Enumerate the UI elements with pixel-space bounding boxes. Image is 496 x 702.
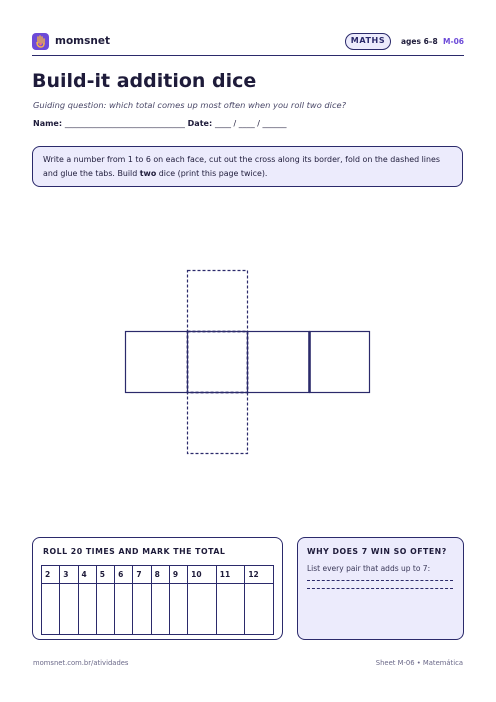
tally-cell[interactable] — [151, 584, 169, 635]
tally-header-row — [42, 566, 274, 584]
tally-table — [41, 565, 274, 635]
tally-cell[interactable] — [115, 584, 133, 635]
tally-cell[interactable] — [188, 584, 217, 635]
net-face-far-right — [310, 332, 370, 393]
total-cell: 4 — [78, 566, 96, 584]
date-blank: ____ / ____ / ______ — [214, 119, 287, 128]
why-seven-box — [297, 537, 464, 640]
net-face-left — [126, 332, 188, 393]
total-cell: 7 — [133, 566, 151, 584]
age-range: ages 6–8 — [401, 37, 438, 46]
total-cell: 12 — [245, 566, 274, 584]
sheet-code: M-06 — [443, 37, 465, 46]
total-cell: 10 — [188, 566, 217, 584]
net-face-top — [188, 271, 248, 332]
roll-tally-box — [32, 537, 283, 640]
footer-url: momsnet.com.br/atividades — [33, 659, 129, 667]
total-cell: 2 — [42, 566, 60, 584]
instructions-emphasis: two — [139, 169, 157, 178]
total-cell: 3 — [60, 566, 78, 584]
instructions-text: Write a number from 1 to 6 on each face, cut out the cross along its border, fold on the dashed lines and glue the tabs. Build — [43, 155, 440, 178]
total-cell: 9 — [169, 566, 187, 584]
tally-cell[interactable] — [42, 584, 60, 635]
name-blank: ______________________________ — [64, 119, 185, 128]
why-seven-prompt: List every pair that adds up to 7: — [307, 564, 431, 573]
tally-cell[interactable] — [245, 584, 274, 635]
total-cell: 5 — [96, 566, 114, 584]
answer-line[interactable] — [307, 580, 453, 581]
roll-tally-title: ROLL 20 TIMES AND MARK THE TOTAL — [43, 547, 226, 556]
subject-badge: MATHS — [345, 33, 391, 50]
total-cell: 8 — [151, 566, 169, 584]
guiding-question: Guiding question: which total comes up most often when you roll two dice? — [33, 100, 347, 110]
total-cell: 11 — [216, 566, 245, 584]
tally-cell[interactable] — [96, 584, 114, 635]
footer-sheet-label: Sheet M-06 • Matemática — [375, 659, 463, 667]
why-seven-title: WHY DOES 7 WIN SO OFTEN? — [307, 547, 447, 556]
answer-line[interactable] — [307, 588, 453, 589]
net-face-bottom — [188, 393, 248, 454]
tally-cell[interactable] — [78, 584, 96, 635]
net-face-right — [248, 332, 310, 393]
tally-cell[interactable] — [216, 584, 245, 635]
tally-cell[interactable] — [169, 584, 187, 635]
tally-mark-row — [42, 584, 274, 635]
page-title: Build-it addition dice — [32, 70, 257, 92]
tally-cell[interactable] — [60, 584, 78, 635]
date-label: Date: — [187, 119, 213, 128]
tally-cell[interactable] — [133, 584, 151, 635]
total-cell: 6 — [115, 566, 133, 584]
net-face-center — [188, 332, 248, 393]
name-label: Name: — [33, 119, 63, 128]
brand-name: momsnet — [55, 35, 110, 47]
instructions-text-end: dice (print this page twice). — [156, 169, 268, 178]
